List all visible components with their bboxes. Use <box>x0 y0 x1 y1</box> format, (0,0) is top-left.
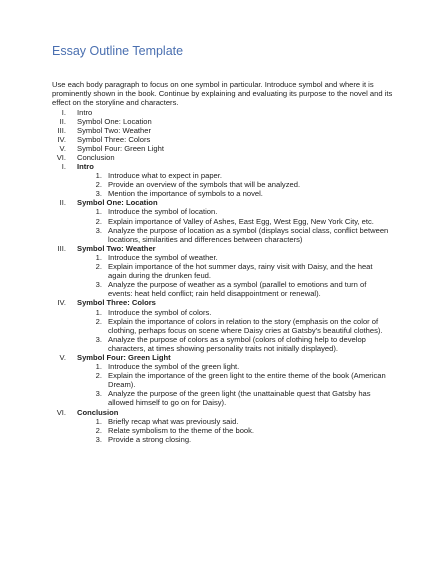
summary-list-number: III. <box>57 126 66 136</box>
item-number: 2. <box>95 371 102 381</box>
item-text: Introduce the symbol of the green light. <box>108 362 240 372</box>
item-number: 3. <box>95 280 102 290</box>
item-number: 2. <box>95 216 102 226</box>
item-text: Explain the importance of the green light to the entire theme of the book (American Dream). <box>108 371 386 390</box>
document-title: Essay Outline Template <box>52 44 184 58</box>
outline-summary-list <box>52 108 164 163</box>
item-text: Analyze the purpose of weather as a symbol (parallel to emotions and turn of events: heat held conflict; rain held disappointment or renewal). <box>108 280 367 299</box>
section-number: IV. <box>57 298 66 308</box>
section-list-item <box>90 426 392 435</box>
item-number: 3. <box>95 189 102 199</box>
summary-list-item <box>52 108 164 117</box>
item-text: Provide a strong closing. <box>108 434 192 444</box>
summary-list-item <box>52 144 164 153</box>
section-list-item <box>90 180 392 189</box>
summary-list-item <box>52 126 164 135</box>
intro-paragraph: Use each body paragraph to focus on one symbol in particular. Introduce symbol and where it is prominently shown in the book. Continue by explaining and evaluating its purpose to the novel and its effect on the storyline and characters. <box>52 80 393 108</box>
item-text: Relate symbolism to the theme of the book. <box>108 425 255 435</box>
section-heading-row <box>52 198 392 207</box>
section-list-item <box>90 217 392 226</box>
item-text: Introduce the symbol of colors. <box>108 307 212 317</box>
item-number: 1. <box>95 171 102 181</box>
summary-list-number: V. <box>59 144 66 154</box>
item-number: 1. <box>95 416 102 426</box>
item-number: 3. <box>95 434 102 444</box>
item-number: 3. <box>95 334 102 344</box>
summary-list-label: Symbol Two: Weather <box>77 126 152 136</box>
item-number: 2. <box>95 425 102 435</box>
section-list-item <box>90 308 392 317</box>
item-number: 2. <box>95 316 102 326</box>
section-number: VI. <box>56 407 66 417</box>
section-item-list <box>90 253 392 298</box>
summary-list-number: II. <box>59 117 66 127</box>
outline-section <box>52 298 392 353</box>
section-list-item <box>90 317 392 335</box>
section-number: I. <box>61 162 66 171</box>
outline-section <box>52 162 392 198</box>
section-heading: Symbol One: Location <box>77 198 158 208</box>
section-list-item <box>90 280 392 298</box>
item-text: Analyze the purpose of the green light (the unattainable quest that Gatsby has allowed himself to go on for Daisy). <box>108 389 371 408</box>
section-heading: Symbol Two: Weather <box>77 243 156 253</box>
item-number: 2. <box>95 262 102 272</box>
section-heading-row <box>52 298 392 307</box>
item-text: Provide an overview of the symbols that will be analyzed. <box>108 180 301 190</box>
item-number: 2. <box>95 180 102 190</box>
section-heading-row <box>52 353 392 362</box>
item-text: Briefly recap what was previously said. <box>108 416 239 426</box>
item-number: 1. <box>95 207 102 217</box>
section-list-item <box>90 226 392 244</box>
summary-list-label: Intro <box>77 108 93 117</box>
section-list-item <box>90 171 392 180</box>
summary-list-item <box>52 135 164 144</box>
section-heading: Symbol Four: Green Light <box>77 352 171 362</box>
outline-section <box>52 353 392 408</box>
section-heading-row <box>52 244 392 253</box>
summary-list-label: Symbol Three: Colors <box>77 135 151 145</box>
item-number: 3. <box>95 389 102 399</box>
section-list-item <box>90 335 392 353</box>
item-text: Introduce what to expect in paper. <box>108 171 222 181</box>
item-text: Introduce the symbol of weather. <box>108 252 218 262</box>
item-number: 1. <box>95 307 102 317</box>
section-list-item <box>90 189 392 198</box>
section-heading-row <box>52 162 392 171</box>
item-text: Explain importance of Valley of Ashes, East Egg, West Egg, New York City, etc. <box>108 216 374 226</box>
section-item-list <box>90 417 392 444</box>
section-number: III. <box>57 243 66 253</box>
item-text: Explain the importance of colors in relation to the story (emphasis on the color of clothing, perhaps focus on scene where Daisy cries at Gatsby's beautiful clothes). <box>108 316 383 335</box>
summary-list-label: Conclusion <box>77 153 115 163</box>
section-list-item <box>90 362 392 371</box>
section-heading: Intro <box>77 162 94 171</box>
summary-list-item <box>52 117 164 126</box>
summary-list-label: Symbol One: Location <box>77 117 152 127</box>
section-list-item <box>90 435 392 444</box>
section-item-list <box>90 207 392 243</box>
item-text: Analyze the purpose of colors as a symbol (colors of clothing help to develop characters, at times showing personality traits not initially displayed). <box>108 334 366 353</box>
item-text: Explain importance of the hot summer days, rainy visit with Daisy, and the heat again during the drunken feud. <box>108 262 373 281</box>
section-number: V. <box>59 352 66 362</box>
section-list-item <box>90 262 392 280</box>
summary-list-number: IV. <box>57 135 66 145</box>
item-number: 3. <box>95 225 102 235</box>
section-heading: Conclusion <box>77 407 119 417</box>
item-number: 1. <box>95 362 102 372</box>
outline-section <box>52 244 392 299</box>
section-list-item <box>90 389 392 407</box>
section-list-item <box>90 207 392 216</box>
item-number: 1. <box>95 252 102 262</box>
summary-list-number: VI. <box>56 153 66 163</box>
section-heading-row <box>52 408 392 417</box>
section-number: II. <box>59 198 66 208</box>
section-list-item <box>90 371 392 389</box>
outline-sections <box>52 162 392 444</box>
summary-list-number: I. <box>61 108 66 117</box>
item-text: Mention the importance of symbols to a novel. <box>108 189 263 199</box>
section-item-list <box>90 171 392 198</box>
section-list-item <box>90 417 392 426</box>
section-heading: Symbol Three: Colors <box>77 298 156 308</box>
outline-section <box>52 198 392 243</box>
item-text: Analyze the purpose of location as a symbol (displays social class, conflict between locations, similarities and differences between characters) <box>108 225 389 244</box>
outline-section <box>52 408 392 444</box>
section-item-list <box>90 362 392 407</box>
summary-list-label: Symbol Four: Green Light <box>77 144 164 154</box>
section-list-item <box>90 253 392 262</box>
section-item-list <box>90 308 392 353</box>
item-text: Introduce the symbol of location. <box>108 207 218 217</box>
